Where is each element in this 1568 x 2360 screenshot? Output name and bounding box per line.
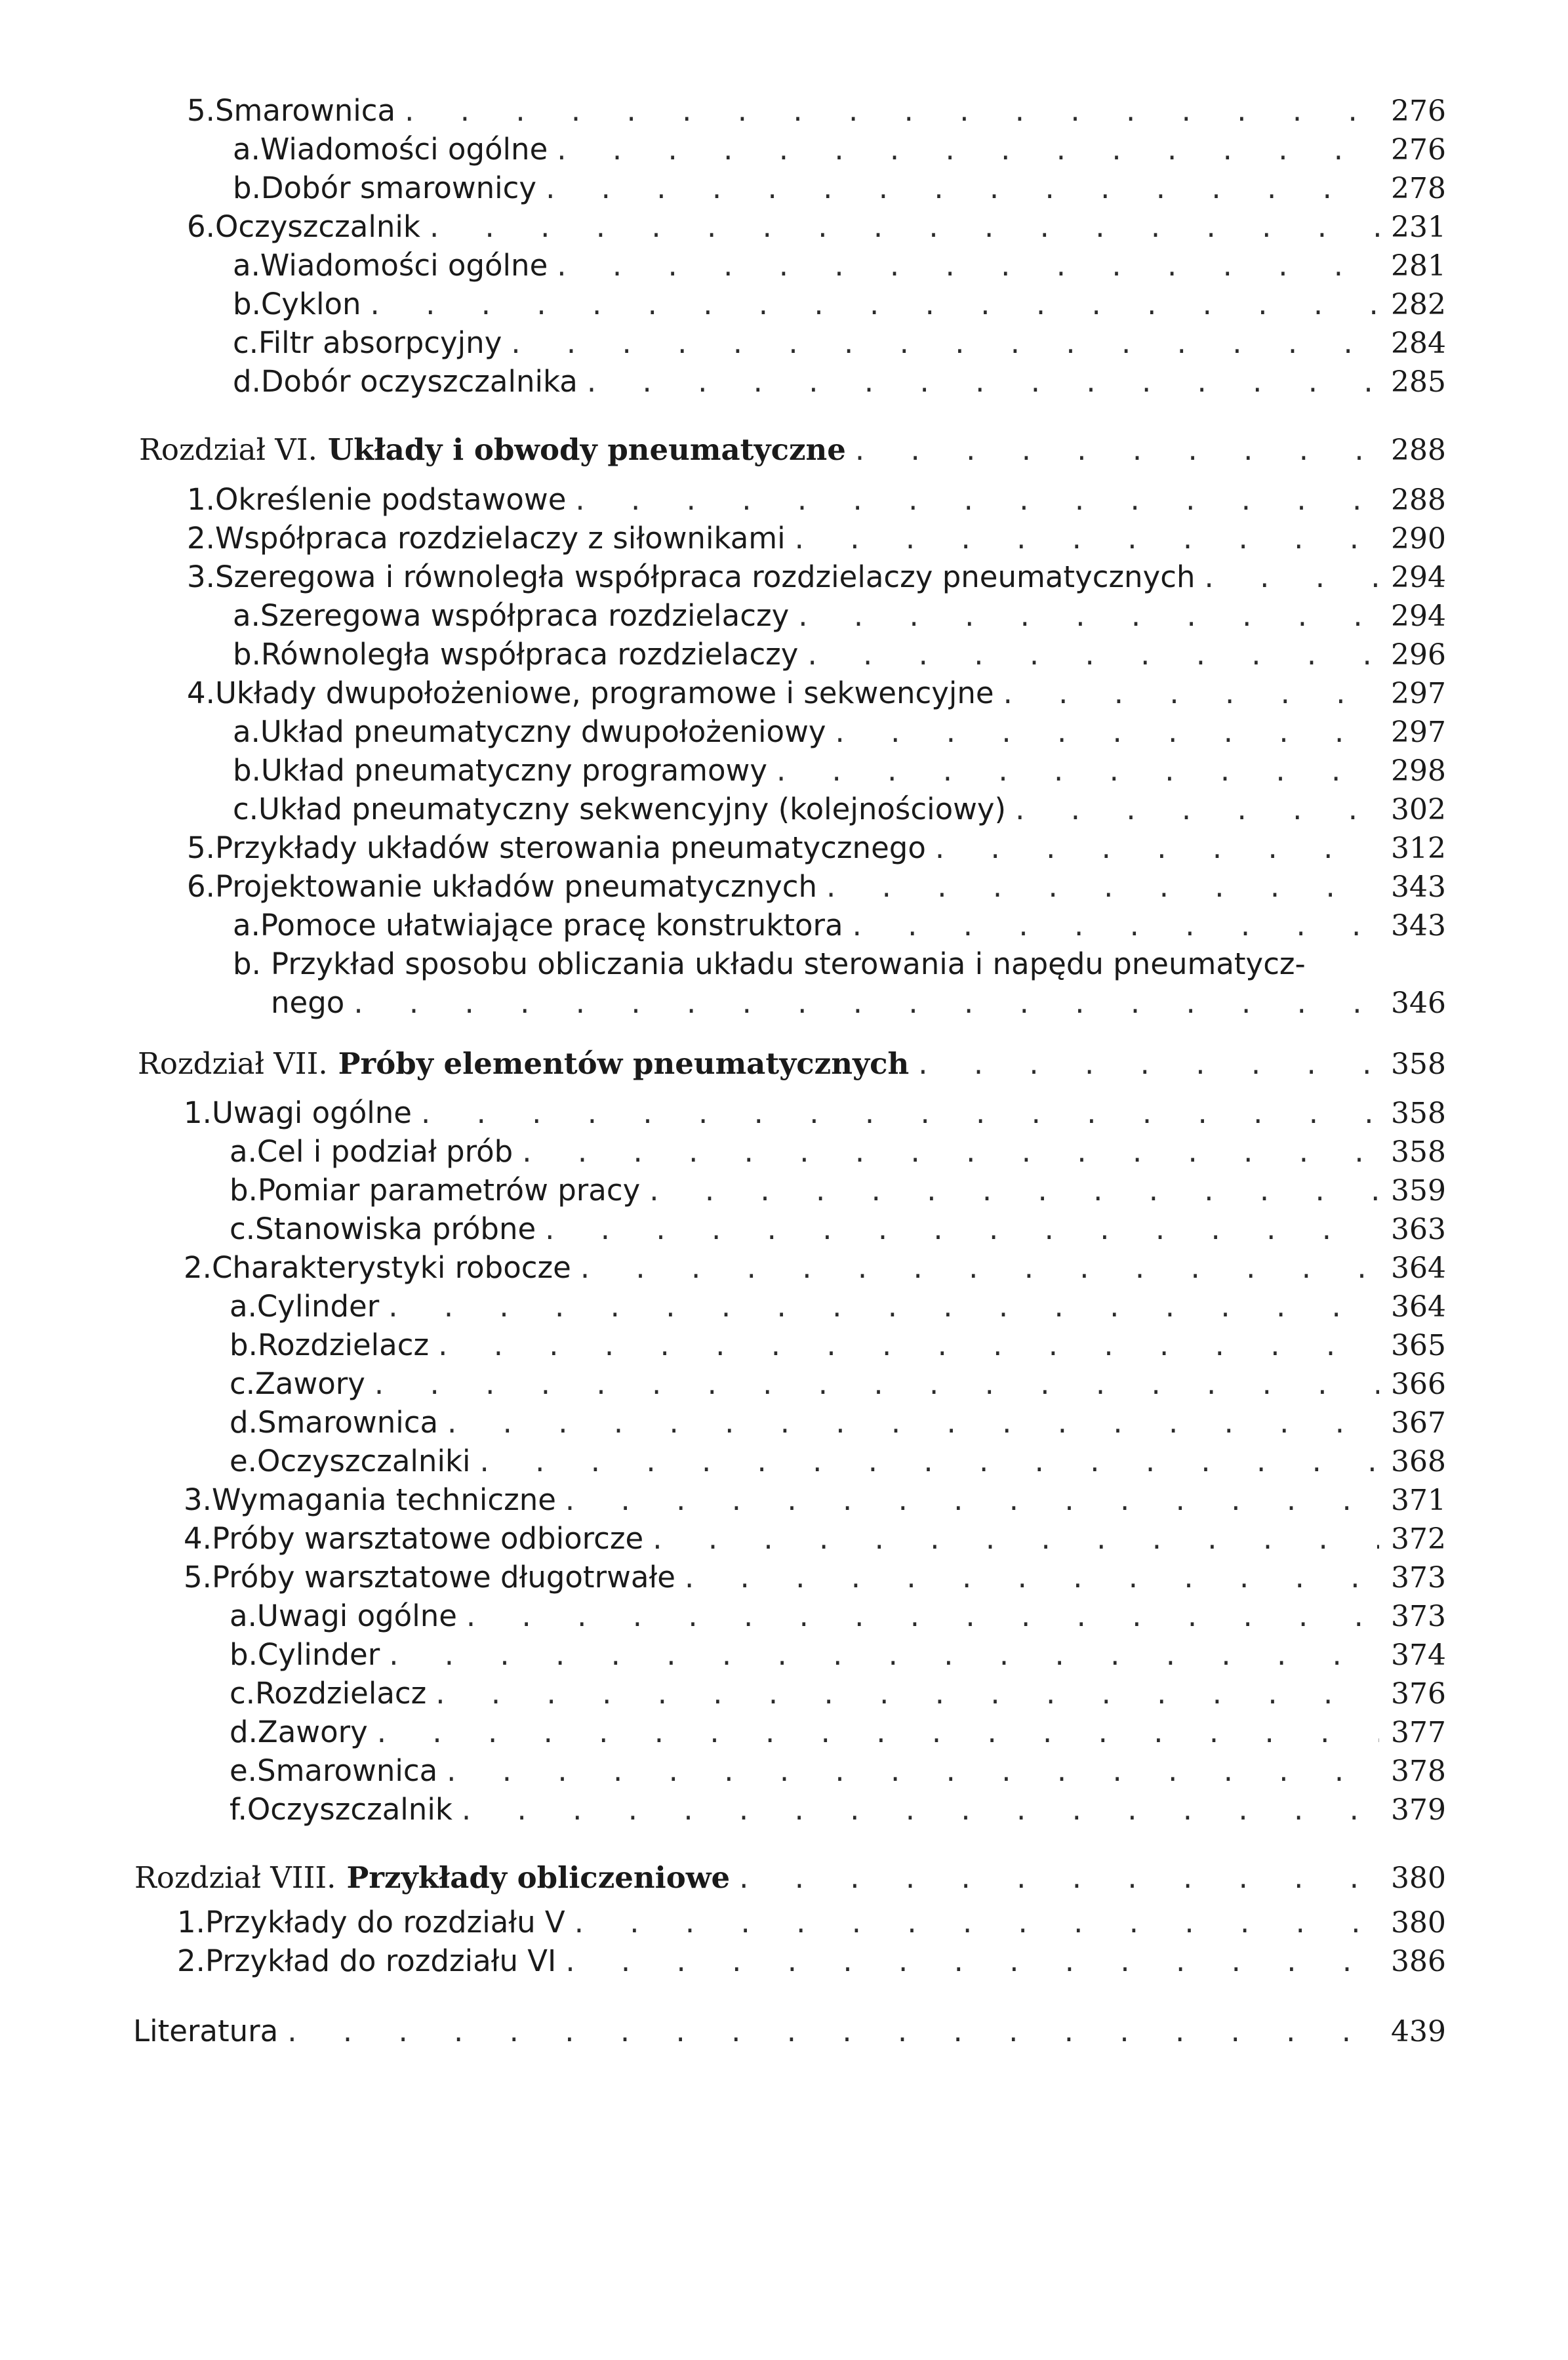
leader-dots bbox=[480, 1442, 1379, 1480]
entry-label: Smarownica bbox=[257, 1753, 438, 1788]
leader-dots bbox=[353, 984, 1379, 1022]
entry-number: c. bbox=[230, 1676, 256, 1711]
entry-number: d. bbox=[230, 1405, 258, 1440]
entry-page: 373 bbox=[1391, 1561, 1446, 1595]
entry-number: 6. bbox=[187, 209, 215, 244]
entry-page: 297 bbox=[1391, 677, 1446, 710]
entry-number: a. bbox=[233, 248, 260, 283]
entry-number: 2. bbox=[177, 1943, 205, 1978]
leader-dots bbox=[580, 1249, 1379, 1287]
entry-label: Smarownica bbox=[214, 93, 396, 128]
leader-dots bbox=[853, 906, 1379, 945]
entry-label: Oczyszczalniki bbox=[257, 1444, 471, 1478]
leader-dots bbox=[574, 1903, 1379, 1942]
leader-dots bbox=[798, 597, 1379, 635]
leader-dots bbox=[935, 829, 1379, 867]
entry-page: 376 bbox=[1391, 1677, 1446, 1711]
toc-entry bbox=[184, 1520, 1446, 1558]
leader-dots bbox=[522, 1133, 1379, 1171]
entry-label: Uwagi ogólne bbox=[256, 1598, 457, 1633]
entry-number: e. bbox=[230, 1444, 257, 1478]
entry-page: 288 bbox=[1391, 483, 1446, 517]
entry-page: 281 bbox=[1391, 249, 1446, 283]
leader-dots bbox=[511, 324, 1379, 362]
leader-dots bbox=[374, 1365, 1379, 1403]
toc-entry bbox=[187, 674, 1446, 713]
entry-label: Rozdzielacz bbox=[257, 1328, 430, 1362]
entry-page: 365 bbox=[1391, 1329, 1446, 1362]
entry-label: Cyklon bbox=[260, 287, 361, 321]
entry-number: b. bbox=[230, 1637, 258, 1672]
leader-dots bbox=[1003, 674, 1379, 712]
leader-dots bbox=[739, 1859, 1379, 1897]
toc-entry bbox=[187, 208, 1446, 247]
leader-dots bbox=[1015, 790, 1379, 828]
entry-label: Zawory bbox=[257, 1715, 368, 1749]
entry-number: 1. bbox=[187, 482, 215, 517]
toc-entry bbox=[184, 1094, 1446, 1133]
entry-page: 359 bbox=[1391, 1174, 1446, 1208]
toc-entry-continuation bbox=[271, 984, 1446, 1023]
entry-page: 290 bbox=[1391, 522, 1446, 556]
entry-page: 282 bbox=[1391, 288, 1446, 321]
entry-page: 276 bbox=[1391, 133, 1446, 167]
toc-entry bbox=[187, 829, 1446, 868]
entry-number: c. bbox=[233, 325, 259, 360]
toc-entry bbox=[233, 597, 1446, 636]
chapter-title: Układy i obwody pneumatyczne bbox=[327, 432, 846, 467]
leader-dots bbox=[807, 636, 1379, 674]
entry-label: Pomoce ułatwiające pracę konstruktora bbox=[260, 908, 843, 943]
leader-dots bbox=[287, 2012, 1379, 2050]
leader-dots bbox=[377, 1713, 1379, 1751]
leader-dots bbox=[389, 1636, 1379, 1674]
toc-entry bbox=[233, 906, 1446, 945]
entry-number: d. bbox=[230, 1715, 258, 1749]
entry-page: 380 bbox=[1391, 1862, 1446, 1895]
toc-entry bbox=[187, 481, 1446, 519]
leader-dots bbox=[371, 285, 1379, 323]
leader-dots bbox=[545, 1210, 1379, 1248]
leader-dots bbox=[388, 1288, 1379, 1326]
entry-page: 439 bbox=[1391, 2015, 1446, 2048]
entry-label: Charakterystyki robocze bbox=[211, 1250, 571, 1285]
toc-entry bbox=[187, 868, 1446, 906]
toc-entry bbox=[184, 1558, 1446, 1597]
entry-label: Stanowiska próbne bbox=[255, 1211, 536, 1246]
entry-page: 284 bbox=[1391, 327, 1446, 360]
entry-page: 367 bbox=[1391, 1406, 1446, 1440]
entry-label: Równoległa współpraca rozdzielaczy bbox=[260, 637, 799, 672]
entry-number: 5. bbox=[187, 93, 215, 128]
entry-label: Układ pneumatyczny dwupołożeniowy bbox=[260, 714, 826, 749]
entry-page: 368 bbox=[1391, 1445, 1446, 1478]
entry-label: Literatura bbox=[133, 2014, 279, 2048]
entry-page: 343 bbox=[1391, 909, 1446, 943]
toc-entry bbox=[230, 1133, 1446, 1171]
entry-page: 377 bbox=[1391, 1716, 1446, 1749]
leader-dots bbox=[557, 131, 1379, 169]
entry-page: 371 bbox=[1391, 1484, 1446, 1517]
entry-page: 379 bbox=[1391, 1793, 1446, 1827]
toc-entry bbox=[233, 363, 1446, 401]
leader-dots bbox=[575, 481, 1379, 519]
entry-page: 343 bbox=[1391, 870, 1446, 904]
leader-dots bbox=[557, 247, 1379, 285]
entry-label: Dobór oczyszczalnika bbox=[260, 364, 578, 399]
entry-label: Wiadomości ogólne bbox=[260, 132, 548, 167]
toc-entry bbox=[177, 1903, 1446, 1942]
toc-entry bbox=[233, 324, 1446, 363]
entry-page: 366 bbox=[1391, 1368, 1446, 1401]
toc-entry bbox=[230, 1210, 1446, 1249]
entry-label: Cylinder bbox=[256, 1289, 380, 1324]
toc-entry bbox=[230, 1288, 1446, 1326]
toc-entry bbox=[233, 790, 1446, 829]
toc-entry bbox=[230, 1171, 1446, 1210]
toc-entry bbox=[230, 1713, 1446, 1752]
leader-dots bbox=[430, 208, 1379, 246]
leader-dots bbox=[447, 1752, 1379, 1790]
toc-entry bbox=[233, 713, 1446, 752]
entry-page: 288 bbox=[1391, 434, 1446, 467]
toc-entry bbox=[230, 1752, 1446, 1791]
entry-page: 312 bbox=[1391, 832, 1446, 865]
entry-label: Wiadomości ogólne bbox=[260, 248, 548, 283]
entry-number: a. bbox=[233, 598, 260, 633]
entry-label: Filtr absorpcyjny bbox=[258, 325, 502, 360]
entry-number: 4. bbox=[184, 1521, 212, 1556]
leader-dots bbox=[826, 868, 1379, 906]
entry-label: Próby warsztatowe długotrwałe bbox=[211, 1560, 675, 1595]
entry-number: 1. bbox=[184, 1095, 212, 1130]
entry-number: 4. bbox=[187, 676, 215, 710]
leader-dots bbox=[649, 1171, 1379, 1210]
toc-entry bbox=[233, 636, 1446, 674]
entry-page: 358 bbox=[1391, 1048, 1446, 1081]
entry-number: a. bbox=[233, 908, 260, 943]
entry-number: a. bbox=[230, 1134, 257, 1169]
chapter-heading bbox=[134, 1859, 1446, 1898]
entry-number: 2. bbox=[187, 521, 215, 556]
leader-dots bbox=[546, 169, 1379, 207]
entry-number: c. bbox=[233, 792, 259, 826]
entry-page: 278 bbox=[1391, 172, 1446, 205]
entry-number: b. bbox=[233, 946, 261, 981]
entry-label: Przykład sposobu obliczania układu sterowania i napędu pneumatycz- bbox=[271, 946, 1306, 981]
entry-page: 296 bbox=[1391, 638, 1446, 672]
toc-entry-literature bbox=[133, 2012, 1446, 2051]
entry-page: 297 bbox=[1391, 716, 1446, 749]
entry-number: 5. bbox=[187, 830, 215, 865]
entry-number: b. bbox=[233, 287, 261, 321]
leader-dots bbox=[835, 713, 1379, 751]
toc-entry bbox=[177, 1942, 1446, 1981]
entry-number: d. bbox=[233, 364, 261, 399]
entry-page: 373 bbox=[1391, 1600, 1446, 1633]
leader-dots bbox=[855, 431, 1379, 469]
toc-entry bbox=[230, 1675, 1446, 1713]
entry-label: Dobór smarownicy bbox=[260, 171, 537, 205]
entry-number: c. bbox=[230, 1211, 256, 1246]
entry-page: 374 bbox=[1391, 1638, 1446, 1672]
entry-label: Szeregowa i równoległa współpraca rozdzielaczy pneumatycznych bbox=[214, 559, 1196, 594]
leader-dots bbox=[565, 1942, 1379, 1980]
entry-page: 358 bbox=[1391, 1135, 1446, 1169]
toc-entry bbox=[233, 285, 1446, 324]
entry-label: Smarownica bbox=[257, 1405, 439, 1440]
entry-number: 5. bbox=[184, 1560, 212, 1595]
toc-entry bbox=[233, 131, 1446, 169]
toc-entry bbox=[230, 1326, 1446, 1365]
entry-number: 6. bbox=[187, 869, 215, 904]
entry-label: Współpraca rozdzielaczy z siłownikami bbox=[214, 521, 786, 556]
entry-label: Przykłady układów sterowania pneumatycznego bbox=[214, 830, 926, 865]
entry-label: Przykład do rozdziału VI bbox=[205, 1943, 557, 1978]
entry-page: 372 bbox=[1391, 1522, 1446, 1556]
entry-label: Oczyszczalnik bbox=[247, 1792, 452, 1827]
entry-label: Układ pneumatyczny programowy bbox=[260, 753, 767, 788]
entry-number: a. bbox=[230, 1598, 257, 1633]
entry-label: Próby warsztatowe odbiorcze bbox=[211, 1521, 644, 1556]
toc-entry bbox=[230, 1365, 1446, 1404]
entry-page: 346 bbox=[1391, 987, 1446, 1020]
entry-label: Projektowanie układów pneumatycznych bbox=[214, 869, 818, 904]
entry-page: 285 bbox=[1391, 365, 1446, 399]
toc-entry bbox=[233, 169, 1446, 208]
leader-dots bbox=[438, 1326, 1379, 1364]
entry-page: 380 bbox=[1391, 1906, 1446, 1940]
toc-entry bbox=[230, 1404, 1446, 1442]
entry-number: f. bbox=[230, 1792, 247, 1827]
entry-label: Przykłady do rozdziału V bbox=[205, 1905, 565, 1940]
leader-dots bbox=[587, 363, 1379, 401]
entry-label: Oczyszczalnik bbox=[214, 209, 420, 244]
entry-number: b. bbox=[233, 637, 261, 672]
entry-number: 2. bbox=[184, 1250, 212, 1285]
chapter-heading bbox=[138, 1045, 1446, 1084]
entry-page: 294 bbox=[1391, 600, 1446, 633]
chapter-heading bbox=[139, 431, 1446, 470]
entry-label: Cel i podział prób bbox=[256, 1134, 513, 1169]
entry-page: 298 bbox=[1391, 754, 1446, 788]
leader-dots bbox=[435, 1675, 1379, 1713]
toc-entry bbox=[230, 1597, 1446, 1636]
leader-dots bbox=[466, 1597, 1379, 1635]
entry-label: Pomiar parametrów pracy bbox=[257, 1173, 641, 1208]
entry-label: Rozdzielacz bbox=[255, 1676, 427, 1711]
entry-number: a. bbox=[233, 714, 260, 749]
entry-label: Określenie podstawowe bbox=[214, 482, 567, 517]
entry-page: 363 bbox=[1391, 1213, 1446, 1246]
leader-dots bbox=[653, 1520, 1379, 1558]
entry-number: b. bbox=[230, 1328, 258, 1362]
entry-number: a. bbox=[233, 132, 260, 167]
entry-label: Zawory bbox=[255, 1366, 365, 1401]
leader-dots bbox=[565, 1481, 1379, 1519]
leader-dots bbox=[685, 1558, 1379, 1597]
entry-number: e. bbox=[230, 1753, 257, 1788]
entry-number: b. bbox=[233, 171, 261, 205]
entry-number: 3. bbox=[184, 1482, 212, 1517]
toc-entry bbox=[187, 519, 1446, 558]
entry-label: Układ pneumatyczny sekwencyjny (kolejnościowy) bbox=[258, 792, 1007, 826]
leader-dots bbox=[776, 752, 1379, 790]
entry-page: 364 bbox=[1391, 1251, 1446, 1285]
entry-label: Szeregowa współpraca rozdzielaczy bbox=[260, 598, 790, 633]
toc-entry bbox=[230, 1442, 1446, 1481]
leader-dots bbox=[405, 92, 1379, 130]
chapter-prefix: Rozdział VIII. bbox=[134, 1860, 336, 1895]
entry-page: 358 bbox=[1391, 1097, 1446, 1130]
leader-dots bbox=[447, 1404, 1379, 1442]
leader-dots bbox=[421, 1094, 1379, 1132]
toc-entry bbox=[184, 1249, 1446, 1288]
leader-dots bbox=[795, 519, 1379, 558]
chapter-title: Próby elementów pneumatycznych bbox=[338, 1046, 910, 1081]
entry-number: a. bbox=[230, 1289, 257, 1324]
toc-entry bbox=[230, 1636, 1446, 1675]
leader-dots bbox=[918, 1045, 1379, 1083]
toc-entry bbox=[187, 92, 1446, 131]
entry-page: 378 bbox=[1391, 1755, 1446, 1788]
entry-page: 294 bbox=[1391, 561, 1446, 594]
leader-dots bbox=[462, 1791, 1379, 1829]
entry-page: 276 bbox=[1391, 94, 1446, 128]
entry-number: b. bbox=[233, 753, 261, 788]
entry-number: b. bbox=[230, 1173, 258, 1208]
entry-page: 231 bbox=[1391, 211, 1446, 244]
entry-label: Wymagania techniczne bbox=[211, 1482, 556, 1517]
entry-page: 364 bbox=[1391, 1290, 1446, 1324]
chapter-prefix: Rozdział VI. bbox=[139, 432, 317, 467]
entry-label: Układy dwupołożeniowe, programowe i sekwencyjne bbox=[214, 676, 994, 710]
toc-entry bbox=[184, 1481, 1446, 1520]
entry-page: 302 bbox=[1391, 793, 1446, 826]
entry-number: c. bbox=[230, 1366, 256, 1401]
entry-page: 386 bbox=[1391, 1945, 1446, 1978]
chapter-prefix: Rozdział VII. bbox=[138, 1046, 328, 1081]
toc-entry bbox=[230, 1791, 1446, 1829]
toc-entry-wrapped bbox=[233, 945, 1306, 983]
entry-label: Cylinder bbox=[257, 1637, 380, 1672]
toc-entry bbox=[187, 558, 1446, 597]
entry-label: Uwagi ogólne bbox=[211, 1095, 412, 1130]
entry-label-continued: nego bbox=[271, 985, 345, 1020]
entry-number: 1. bbox=[177, 1905, 205, 1940]
chapter-title: Przykłady obliczeniowe bbox=[346, 1860, 731, 1895]
toc-entry bbox=[233, 247, 1446, 285]
toc-entry bbox=[233, 752, 1446, 790]
entry-number: 3. bbox=[187, 559, 215, 594]
leader-dots bbox=[1204, 558, 1379, 596]
